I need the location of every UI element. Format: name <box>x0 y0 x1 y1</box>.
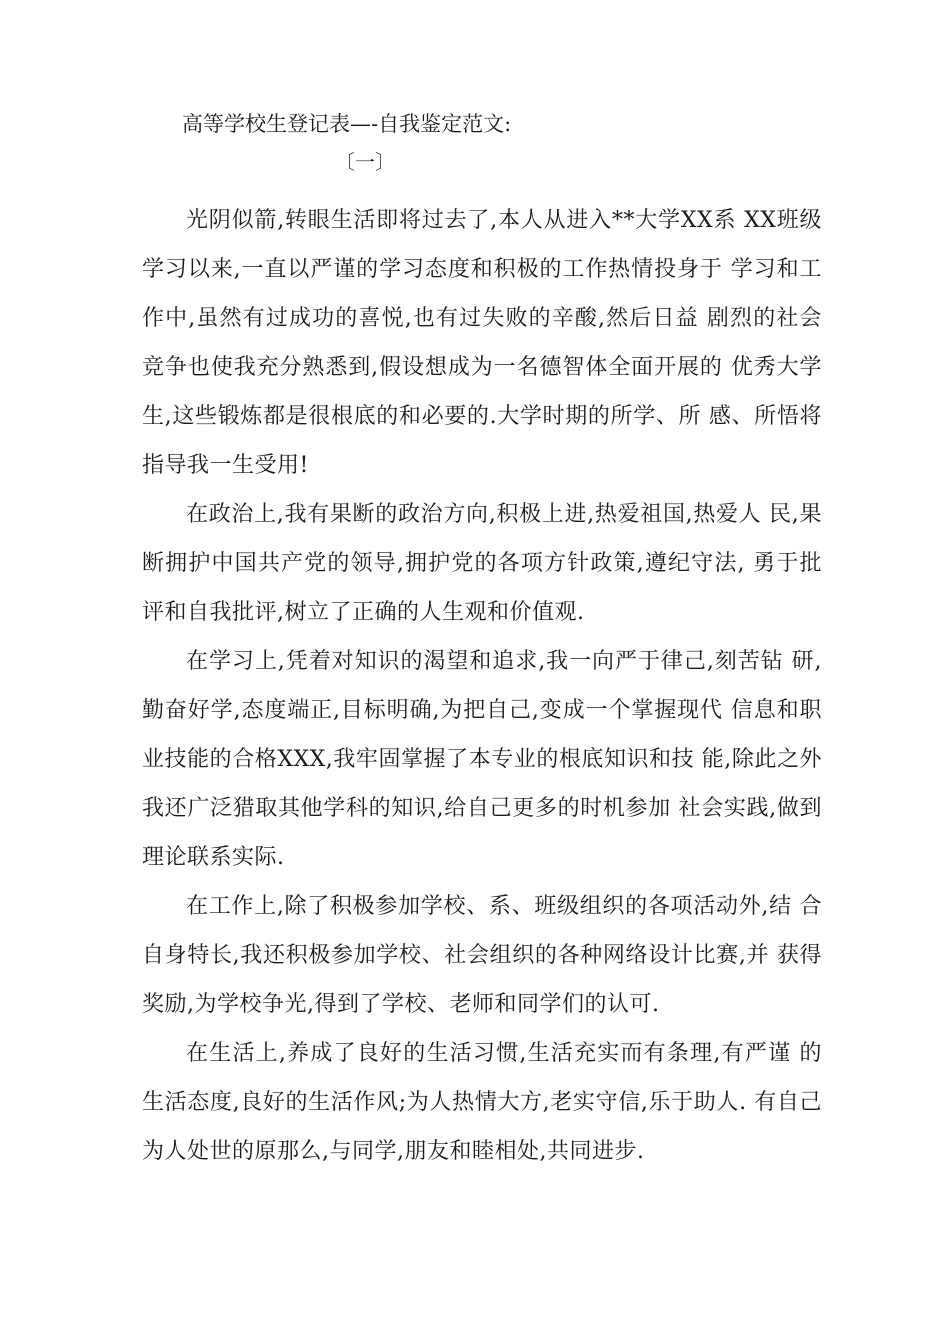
paragraph-study: 在学习上,凭着对知识的渴望和追求,我一向严于律己,刻苦钻 研,勤奋好学,态度端正,目标明确,为把自己,变成一个掌握现代 信息和职业技能的合格XXX,我牢固掌握了本专业的根底知识和技 能,除此之外我还广泛猎取其他学科的知识,给自己更多的时机参加 社会实践,做到理论联系实际. <box>142 649 822 870</box>
paragraph-politics: 在政治上,我有果断的政治方向,积极上进,热爱祖国,热爱人 民,果断拥护中国共产党的领导,拥护党的各项方针政策,遵纪守法, 勇于批评和自我批评,树立了正确的人生观和价值观. <box>142 502 822 625</box>
paragraph-intro: 光阴似箭,转眼生活即将过去了,本人从进入**大学XX系 XX班级学习以来,一直以严谨的学习态度和积极的工作热情投身于 学习和工作中,虽然有过成功的喜悦,也有过失败的辛酸,然后日益 剧烈的社会竞争也使我充分熟悉到,假设想成为一名德智体全面开展的 优秀大学生,这些锻炼都是很根底的和必要的.大学时期的所学、所 感、所悟将指导我一生受用! <box>142 208 822 478</box>
document-body <box>142 196 822 1176</box>
paragraph-work: 在工作上,除了积极参加学校、系、班级组织的各项活动外,结 合自身特长,我还积极参加学校、社会组织的各种网络设计比赛,并 获得奖励,为学校争光,得到了学校、老师和同学们的认可. <box>142 894 822 1017</box>
paragraph-life: 在生活上,养成了良好的生活习惯,生活充实而有条理,有严谨 的生活态度,良好的生活作风;为人热情大方,老实守信,乐于助人. 有自己为人处世的原那么,与同学,朋友和睦相处,共同进步. <box>142 1041 822 1164</box>
section-number: 〔一〕 <box>335 150 395 174</box>
document-title: 高等学校生登记表—-自我鉴定范文: <box>182 112 512 136</box>
